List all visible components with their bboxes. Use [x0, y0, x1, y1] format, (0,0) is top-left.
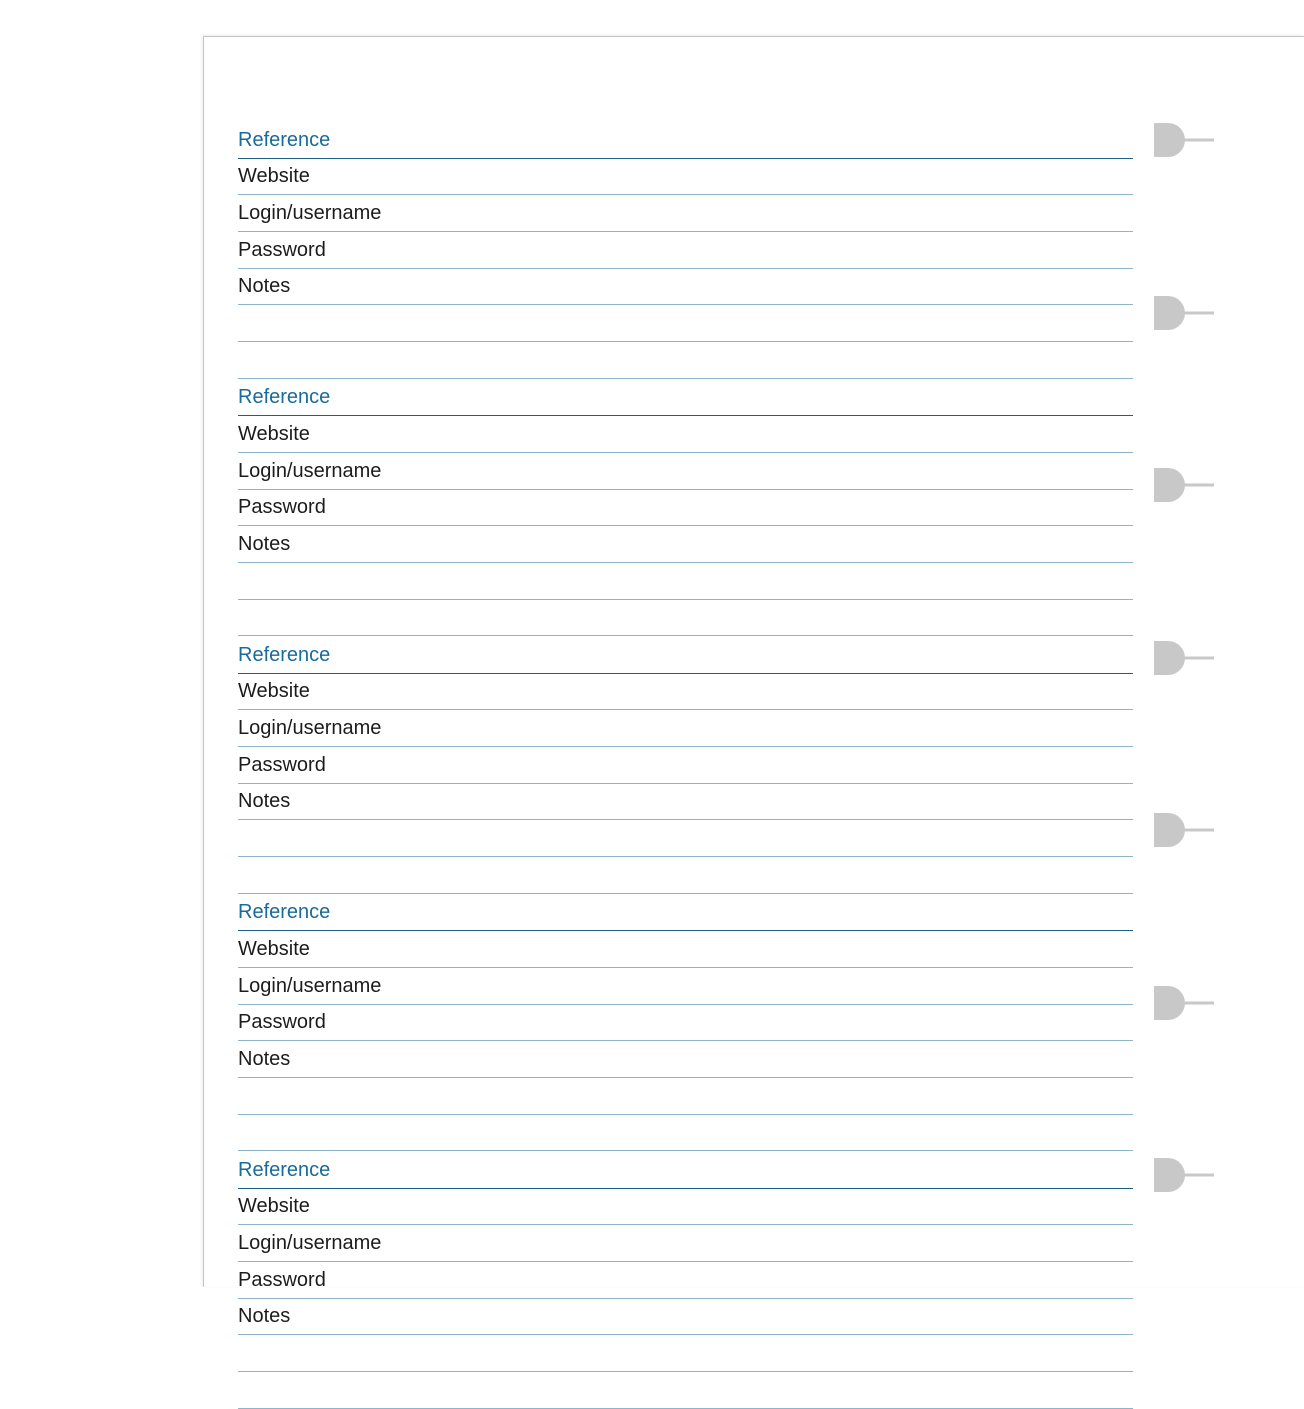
blank-note-line[interactable]	[238, 1335, 1133, 1372]
binder-hole-icon	[1154, 1158, 1214, 1194]
field-row[interactable]	[238, 159, 1133, 196]
field-row[interactable]	[238, 1225, 1133, 1262]
field-row[interactable]	[238, 490, 1133, 527]
field-row[interactable]	[238, 269, 1133, 306]
field-row[interactable]	[238, 931, 1133, 968]
reference-section	[238, 637, 1133, 894]
field-label: Login/username	[238, 459, 382, 482]
field-label: Login/username	[238, 1232, 382, 1255]
blank-note-line[interactable]	[238, 1372, 1133, 1409]
field-label: Notes	[238, 1047, 291, 1070]
blank-note-line[interactable]	[238, 857, 1133, 894]
reference-heading-row[interactable]	[238, 380, 1133, 417]
field-row[interactable]	[238, 1189, 1133, 1226]
blank-note-line[interactable]	[238, 820, 1133, 857]
field-label: Password	[238, 753, 326, 776]
reference-section	[238, 895, 1133, 1152]
reference-section	[238, 1152, 1133, 1409]
reference-heading: Reference	[238, 128, 331, 151]
blank-note-line[interactable]	[238, 1115, 1133, 1152]
reference-heading: Reference	[238, 643, 331, 666]
reference-section	[238, 380, 1133, 637]
field-label: Notes	[238, 275, 291, 298]
reference-section	[238, 122, 1133, 379]
field-label: Website	[238, 680, 310, 703]
field-row[interactable]	[238, 1005, 1133, 1042]
field-row[interactable]	[238, 1041, 1133, 1078]
field-label: Password	[238, 238, 326, 261]
binder-hole-icon	[1154, 813, 1214, 849]
blank-note-line[interactable]	[238, 600, 1133, 637]
blank-note-line[interactable]	[238, 305, 1133, 342]
binder-hole-icon	[1154, 468, 1214, 504]
field-row[interactable]	[238, 232, 1133, 269]
field-label: Website	[238, 1195, 310, 1218]
field-label: Password	[238, 496, 326, 519]
blank-note-line[interactable]	[238, 342, 1133, 379]
field-label: Website	[238, 165, 310, 188]
field-row[interactable]	[238, 453, 1133, 490]
reference-heading-row[interactable]	[238, 122, 1133, 159]
field-label: Login/username	[238, 974, 382, 997]
field-label: Password	[238, 1011, 326, 1034]
field-label: Notes	[238, 532, 291, 555]
field-label: Notes	[238, 1305, 291, 1328]
reference-heading: Reference	[238, 901, 331, 924]
blank-note-line[interactable]	[238, 1078, 1133, 1115]
blank-note-line[interactable]	[238, 563, 1133, 600]
field-row[interactable]	[238, 747, 1133, 784]
field-row[interactable]	[238, 710, 1133, 747]
reference-heading-row[interactable]	[238, 637, 1133, 674]
field-label: Login/username	[238, 717, 382, 740]
field-row[interactable]	[238, 416, 1133, 453]
binder-hole-icon	[1154, 123, 1214, 159]
reference-heading: Reference	[238, 1158, 331, 1181]
field-row[interactable]	[238, 1299, 1133, 1336]
field-label: Website	[238, 422, 310, 445]
field-row[interactable]	[238, 1262, 1133, 1299]
field-label: Login/username	[238, 202, 382, 225]
field-row[interactable]	[238, 195, 1133, 232]
field-label: Website	[238, 937, 310, 960]
binder-hole-icon	[1154, 986, 1214, 1022]
reference-heading: Reference	[238, 386, 331, 409]
binder-hole-icon	[1154, 296, 1214, 332]
field-row[interactable]	[238, 526, 1133, 563]
field-label: Password	[238, 1268, 326, 1291]
field-row[interactable]	[238, 784, 1133, 821]
reference-heading-row[interactable]	[238, 895, 1133, 932]
field-row[interactable]	[238, 674, 1133, 711]
field-label: Notes	[238, 790, 291, 813]
field-row[interactable]	[238, 968, 1133, 1005]
planner-page	[203, 36, 1304, 1328]
reference-heading-row[interactable]	[238, 1152, 1133, 1189]
binder-hole-icon	[1154, 641, 1214, 677]
